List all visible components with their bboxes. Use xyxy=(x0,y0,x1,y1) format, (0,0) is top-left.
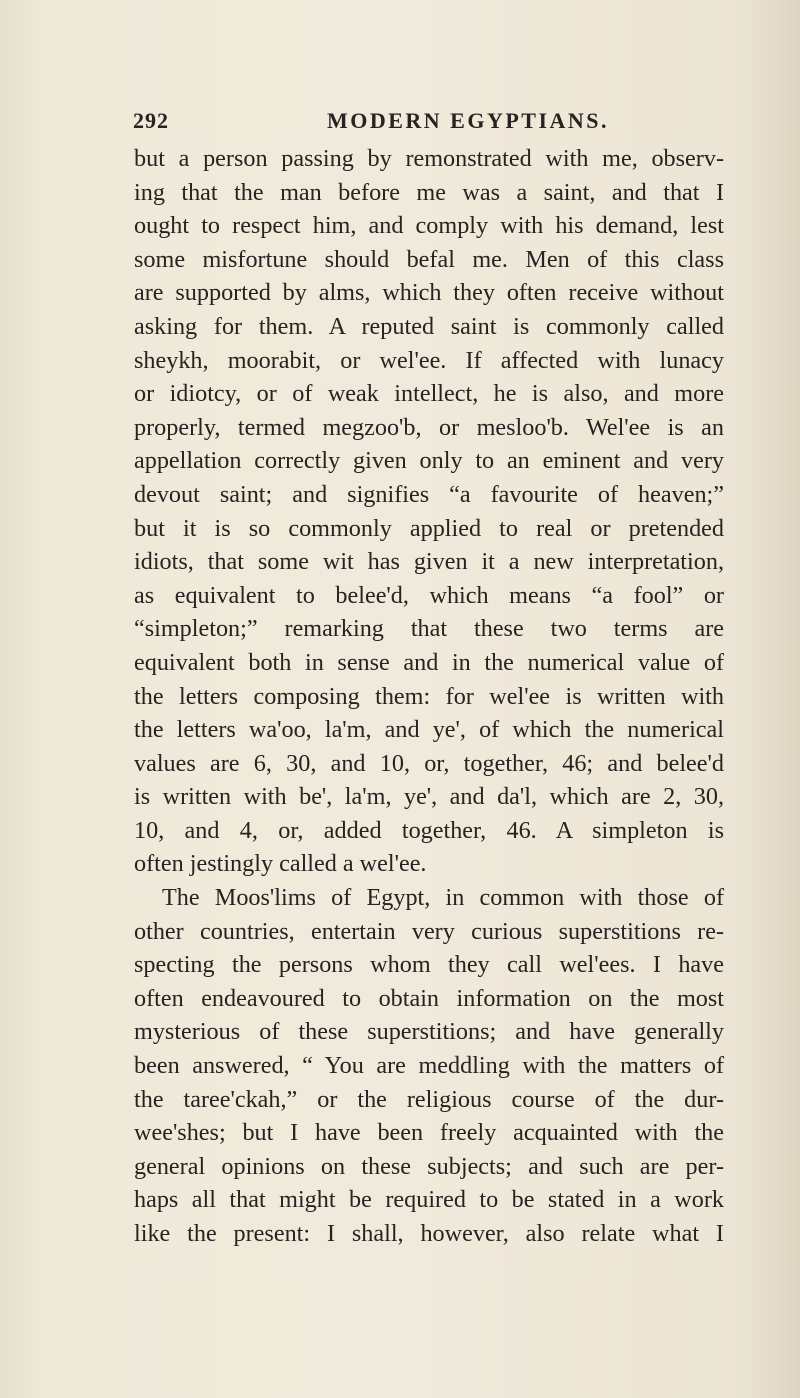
text-line: often jestingly called a wel'ee. xyxy=(134,850,427,878)
page-number: 292 xyxy=(133,108,169,133)
text-line: wee'shes; but I have been freely acquainted with the xyxy=(134,1119,724,1147)
text-line: asking for them. A reputed saint is commonly called xyxy=(134,312,724,340)
text-line: “simpleton;” remarking that these two terms are xyxy=(134,615,724,643)
text-line: but it is so commonly applied to real or pretended xyxy=(134,514,724,542)
text-line: are supported by alms, which they often receive without xyxy=(134,279,724,307)
text-line: sheykh, moorabit, or wel'ee. If affected with lunacy xyxy=(134,346,724,374)
text-line: mysterious of these superstitions; and have generally xyxy=(134,1018,724,1046)
text-line: ing that the man before me was a saint, and that I xyxy=(134,178,724,206)
text-line: devout saint; and signifies “a favourite of heaven;” xyxy=(134,480,724,508)
text-line: other countries, entertain very curious superstitions re- xyxy=(134,917,724,945)
text-line: haps all that might be required to be stated in a work xyxy=(134,1186,724,1214)
text-line: like the present: I shall, however, also relate what I xyxy=(134,1220,724,1247)
text-line: 10, and 4, or, added together, 46. A simpleton is xyxy=(134,816,724,844)
text-line: general opinions on these subjects; and such are per- xyxy=(134,1152,724,1180)
running-title: MODERN EGYPTIANS. xyxy=(326,108,610,133)
text-line: the taree'ckah,” or the religious course of the dur- xyxy=(134,1085,724,1113)
text-line: The Moos'lims of Egypt, in common with those of xyxy=(162,884,724,912)
text-line: some misfortune should befal me. Men of this class xyxy=(134,245,724,273)
text-line: as equivalent to belee'd, which means “a fool” or xyxy=(134,581,724,609)
text-line: the letters composing them: for wel'ee is written with xyxy=(134,682,724,710)
running-head xyxy=(133,108,723,138)
text-line: but a person passing by remonstrated with me, observ- xyxy=(134,145,724,172)
text-line: is written with be', la'm, ye', and da'l, which are 2, 30, xyxy=(134,783,724,811)
text-line: properly, termed megzoo'b, or mesloo'b. Wel'ee is an xyxy=(134,413,724,441)
text-line: been answered, “ You are meddling with the matters of xyxy=(134,1052,724,1080)
text-line: values are 6, 30, and 10, or, together, 46; and belee'd xyxy=(134,749,724,777)
text-line: or idiotcy, or of weak intellect, he is also, and more xyxy=(134,380,724,408)
text-line: appellation correctly given only to an eminent and very xyxy=(134,447,724,475)
text-line: idiots, that some wit has given it a new interpretation, xyxy=(134,548,724,576)
text-line: specting the persons whom they call wel'ees. I have xyxy=(134,951,724,979)
text-line: equivalent both in sense and in the numerical value of xyxy=(134,648,724,676)
text-line: often endeavoured to obtain information on the most xyxy=(134,984,724,1012)
text-line: the letters wa'oo, la'm, and ye', of which the numerical xyxy=(134,716,724,744)
body-text xyxy=(134,142,724,1251)
text-line: ought to respect him, and comply with his demand, lest xyxy=(134,212,724,240)
